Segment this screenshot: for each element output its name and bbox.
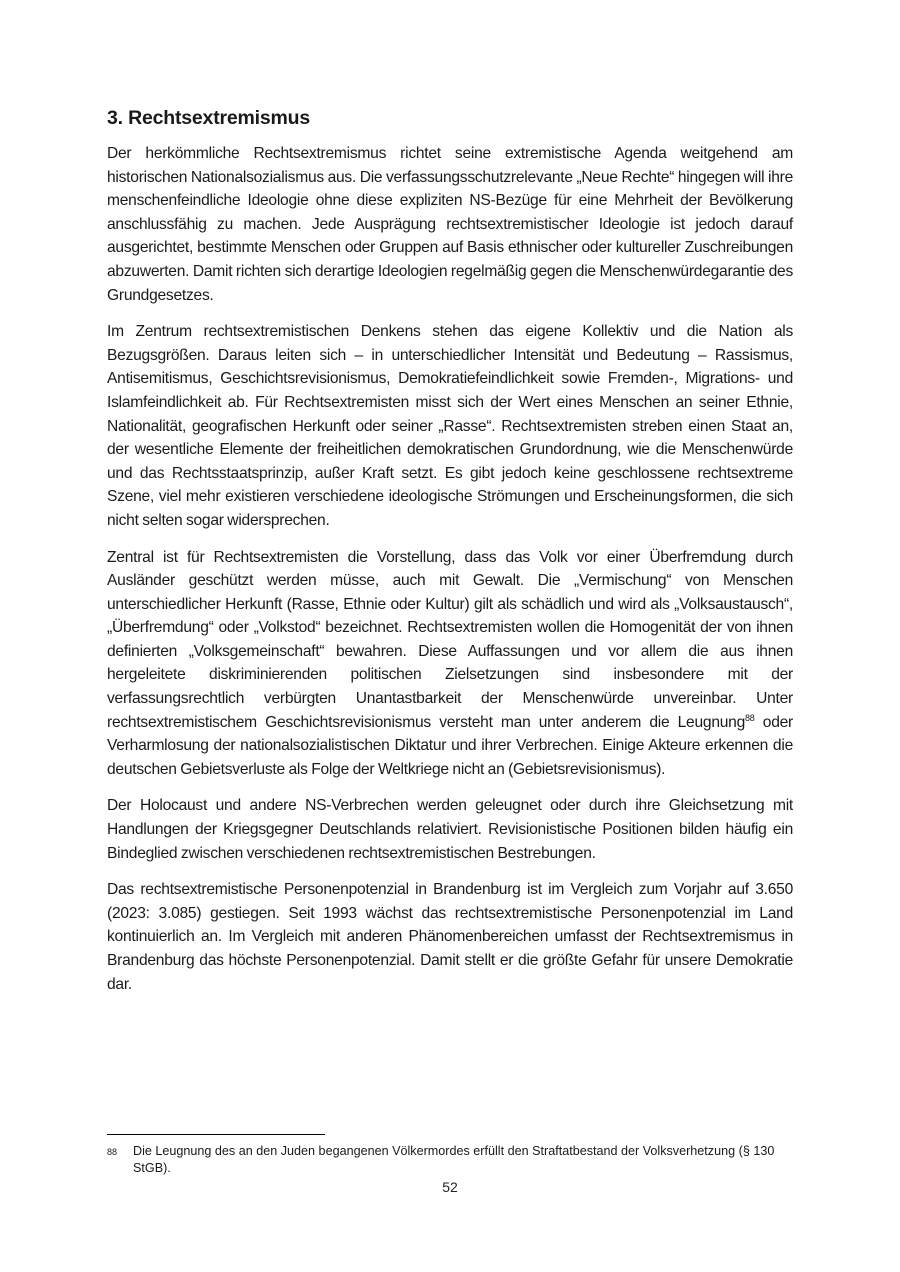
paragraph-1: Der herkömmliche Rechtsextremismus richtet seine extremistische Agenda weitgehend am historischen Nationalsozialismus aus. Die verfassungsschutzrelevante „Neue Rechte“ hingegen will ihre menschenfeindliche Ideologie ohne diese expliziten NS-Bezüge für eine Mehrheit der Bevölkerung anschlussfähig zu machen. Jede Ausprägung rechtsextremistischer Ideologie ist jedoch darauf ausgerichtet, bestimmte Menschen oder Gruppen auf Basis ethnischer oder kultureller Zuschreibungen abzuwerten. Damit richten sich derartige Ideologien regelmäßig gegen die Menschenwürdegarantie des Grundgesetzes. (107, 145, 793, 304)
footnote-divider (107, 1134, 325, 1135)
paragraph-3-text-before: Zentral ist für Rechtsextremisten die Vorstellung, dass das Volk vor einer Überfremdung durch Ausländer geschützt werden müsse, auch mit Gewalt. Die „Vermischung“ von Menschen unterschiedlicher Herkunft (Rasse, Ethnie oder Kultur) gilt als schädlich und wird als „Volksaustausch“, „Überfremdung“ oder „Volkstod“ bezeichnet. Rechtsextremisten wollen die Homogenität der von ihnen definierten „Volksgemeinschaft“ bewahren. Diese Auffassungen und vor allem die aus ihnen hergeleitete diskriminierenden politischen Zielsetzungen sind insbesondere mit der verfassungsrechtlich verbürgten Unantastbarkeit der Menschenwürde unvereinbar. Unter rechtsextremistischem Geschichtsrevisionismus versteht man unter anderem die Leugnung (107, 548, 793, 731)
footnote-mark: 88 (107, 1147, 118, 1157)
paragraph-2: Im Zentrum rechtsextremistischen Denkens stehen das eigene Kollektiv und die Nation als Bezugsgrößen. Daraus leiten sich – in unterschiedlicher Intensität und Bedeutung – Rassismus, Antisemitismus, Geschichtsrevisionismus, Demokratiefeindlichkeit sowie Fremden-, Migrations- und Islamfeindlichkeit ab. Für Rechtsextremisten misst sich der Wert eines Menschen an seiner Ethnie, Nationalität, geografischen Herkunft oder seiner „Rasse“. Rechtsextremisten streben einen Staat an, der wesentliche Elemente der freiheitlichen demokratischen Grundordnung, wie die Menschenwürde und das Rechtsstaatsprinzip, außer Kraft setzt. Es gibt jedoch keine geschlossene rechtsextreme Szene, viel mehr existieren verschiedene ideologische Strömungen und Erscheinungsformen, die sich nicht selten sogar widersprechen. (107, 323, 793, 529)
paragraph-4: Der Holocaust und andere NS-Verbrechen werden geleugnet oder durch ihre Gleichsetzung mit Handlungen der Kriegsgegner Deutschlands relativiert. Revisionistische Positionen bilden häufig ein Bindeglied zwischen verschiedenen rechtsextremistischen Bestrebungen. (107, 797, 793, 862)
footnote-reference[interactable]: 88 (745, 712, 755, 723)
paragraph-5: Das rechtsextremistische Personenpotenzial in Brandenburg ist im Vergleich zum Vorjahr auf 3.650 (2023: 3.085) gestiegen. Seit 1993 wächst das rechtsextremistische Personenpotenzial im Land kontinuierlich an. Im Vergleich mit anderen Phänomenbereichen umfasst der Rechtsextremismus in Brandenburg das höchste Personenpotenzial. Damit stellt er die größte Gefahr für unsere Demokratie dar. (107, 881, 793, 993)
paragraph-3-text-after: oder Verharmlosung der nationalsozialistischen Diktatur und ihrer Verbrechen. Einige Akteure erkennen die deutschen Gebietsverluste als Folge der Weltkriege nicht an (Gebietsrevisionismus). (107, 713, 793, 778)
paragraph-3 (107, 546, 793, 782)
footnote (107, 1143, 793, 1177)
page-number: 52 (442, 1179, 458, 1195)
main-content (107, 107, 793, 1009)
section-heading: 3. Rechtsextremismus (107, 107, 311, 129)
footnote-text: Die Leugnung des an den Juden begangenen Völkermordes erfüllt den Straftatbestand der Volksverhetzung (§ 130 StGB). (133, 1144, 775, 1175)
